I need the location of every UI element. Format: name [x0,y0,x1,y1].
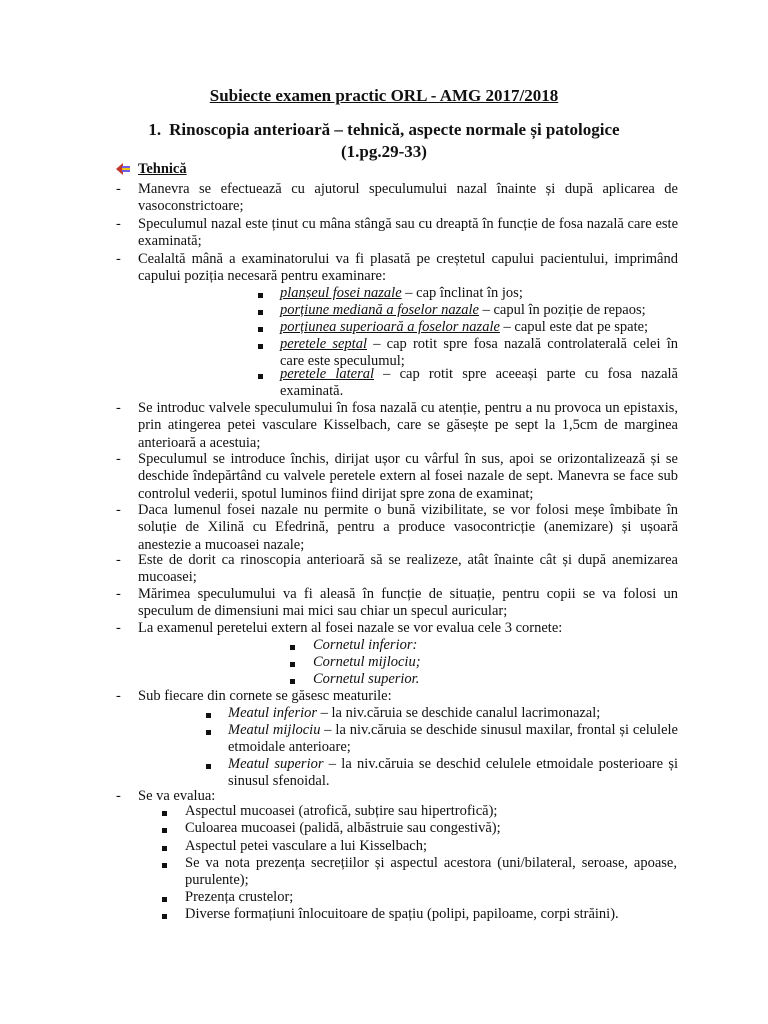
list-item [280,285,678,302]
list-item: La examenul peretelui extern al fosei nazale se vor evalua cele 3 cornete: [138,620,563,636]
dash-bullet: - [116,251,121,267]
position-desc: – cap înclinat în jos; [401,285,523,301]
list-item: Este de dorit ca rinoscopia anterioară să se realizeze, atât înainte cât și după anemizarea mucoasei; [138,552,678,586]
list-item: Speculumul nazal este ținut cu mâna stângă sau cu dreaptă în funcție de fosa nazală care este examinată; [138,216,678,250]
list-item: Mărimea speculumului va fi aleasă în funcție de situație, pentru copii se va folosi un speculum de dimensiuni mai mici sau chiar un specul auricular; [138,586,678,620]
position-desc: – cap rotit spre aceeași parte cu fosa nazală examinată. [280,366,678,400]
dash-bullet: - [116,216,121,232]
list-item-cornet: Cornetul superior. [313,671,420,687]
square-bullet-icon [258,290,263,300]
list-item-evaluate: Prezența crustelor; [185,889,294,905]
position-desc: – cap rotit spre fosa nazală controlaterală celei în care este speculumul; [280,336,679,370]
square-bullet-icon [258,371,263,381]
square-bullet-icon [206,727,211,737]
square-bullet-icon [290,676,295,686]
square-bullet-icon [290,659,295,669]
list-item: Se introduc valvele speculumului în fosa nazală cu atenție, pentru a nu provoca un epistaxis, prin atingerea petei vasculare Kisselbach, care se găsește pe sept la 1,5cm de marginea anterioară a acestuia; [138,400,678,451]
square-bullet-icon [162,808,167,818]
position-term: planșeul fosei nazale [280,285,402,301]
list-item-evaluate: Aspectul mucoasei (atrofică, subțire sau hipertrofică); [185,803,498,819]
position-term: porțiunea superioară a foselor nazale [280,319,500,335]
list-item [228,705,678,722]
meat-term: Meatul inferior [228,705,318,721]
document-title: Subiecte examen practic ORL - AMG 2017/2018 [209,86,559,105]
list-item-cornet: Cornetul mijlociu; [313,654,421,670]
position-term: peretele lateral [280,366,374,382]
section-title [0,120,768,140]
square-bullet-icon [162,894,167,904]
dash-bullet: - [116,620,121,636]
square-bullet-icon [162,911,167,921]
meat-desc: – la niv.căruia se deschid celulele etmoidale posterioare și sinusul sfenoidal. [228,756,678,790]
position-term: peretele septal [280,336,367,352]
dash-bullet: - [116,788,121,804]
square-bullet-icon [162,825,167,835]
list-item [280,302,678,319]
square-bullet-icon [258,307,263,317]
list-item-evaluate: Se va nota prezența secrețiilor și aspectul acestora (uni/bilateral, seroase, apoase, purulente); [185,855,677,889]
position-term: porțiune mediană a foselor nazale [280,302,479,318]
square-bullet-icon [206,761,211,771]
list-item [228,722,678,757]
list-item-evaluate: Diverse formațiuni înlocuitoare de spațiu (polipi, papiloame, corpi străini). [185,906,619,922]
meat-term: Meatul mijlociu [228,722,321,738]
dash-bullet: - [116,688,121,704]
meat-desc: – la niv.căruia se deschide canalul lacrimonazal; [317,705,601,721]
position-desc: – capul în poziție de repaos; [478,302,646,318]
list-item [280,319,678,336]
list-item-evaluate: Aspectul petei vasculare a lui Kisselbach; [185,838,427,854]
list-item: Cealaltă mână a examinatorului va fi plasată pe creștetul capului pacientului, imprimând capului poziția necesară pentru examinare: [138,251,678,285]
square-bullet-icon [258,341,263,351]
dash-bullet: - [116,552,121,568]
square-bullet-icon [290,642,295,652]
square-bullet-icon [206,710,211,720]
list-item [228,756,678,791]
dash-bullet: - [116,586,121,602]
dash-bullet: - [116,400,121,416]
dash-bullet: - [116,451,121,467]
list-item: Speculumul se introduce închis, dirijat ușor cu vârful în sus, apoi se orizontalizează și se deschide îndepărtând cu valvele peretele extern al fosei nazale de sept. Manevra se face sub controlul vederii, spotul luminos fiind dirijat spre zona de examinat; [138,451,678,502]
dash-bullet: - [116,181,121,197]
meat-desc: – la niv.căruia se deschide sinusul maxilar, frontal și celulele etmoidale anterioare; [228,722,678,756]
dash-bullet: - [116,502,121,518]
square-bullet-icon [258,324,263,334]
meat-term: Meatul superior [228,756,324,772]
list-item: Daca lumenul fosei nazale nu permite o bună vizibilitate, se vor folosi meșe îmbibate în soluție de Xilină cu Efedrină, pentru a produce vasocontricție (anemizare) și ușoară anestezie a mucoasei nazale; [138,502,678,553]
subheading-tehnica: Tehnică [138,161,187,177]
section-title-text: Rinoscopia anterioară – tehnică, aspecte normale și patologice [169,120,620,139]
list-item-cornet: Cornetul inferior: [313,637,418,653]
arrow-bullet-icon [116,163,130,175]
list-item-evaluate: Culoarea mucoasei (palidă, albăstruie sau congestivă); [185,820,501,836]
square-bullet-icon [162,860,167,870]
section-reference: (1.pg.29-33) [341,142,427,161]
list-item: Se va evalua: [138,788,216,804]
list-item [280,366,678,401]
list-item: Sub fiecare din cornete se găsesc meaturile: [138,688,392,704]
square-bullet-icon [162,843,167,853]
list-item: Manevra se efectuează cu ajutorul speculumului nazal înainte și după aplicarea de vasoconstrictoare; [138,181,678,215]
section-number: 1. [148,120,162,139]
position-desc: – capul este dat pe spate; [499,319,649,335]
